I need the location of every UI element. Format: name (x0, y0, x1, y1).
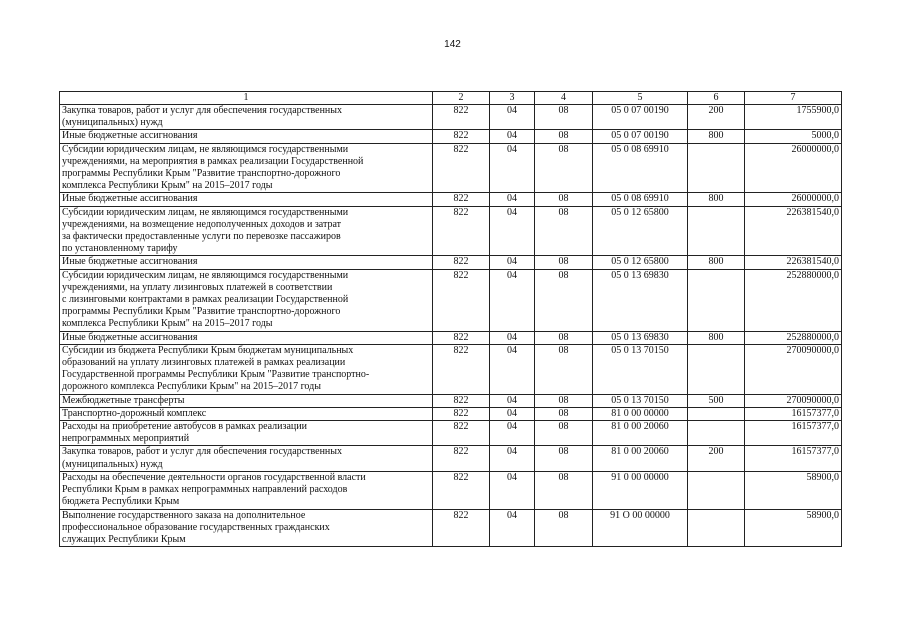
table-row (60, 421, 842, 446)
subsection-code: 08 (535, 394, 593, 407)
amount: 26000000,0 (745, 193, 842, 206)
description-line: учреждениями, на уплату лизинговых платежей в соответствии (62, 281, 333, 293)
row-description (60, 421, 433, 446)
column-header: 3 (490, 92, 535, 105)
table-row (60, 407, 842, 420)
target-article-code: 05 0 13 70150 (593, 344, 688, 394)
table-row (60, 130, 842, 143)
subsection-code: 08 (535, 130, 593, 143)
target-article-code: 91 0 00 00000 (593, 471, 688, 509)
amount: 270090000,0 (745, 394, 842, 407)
description-line: Иные бюджетные ассигнования (62, 256, 198, 268)
ministry-code: 822 (433, 394, 490, 407)
target-article-code: 05 0 12 65800 (593, 256, 688, 269)
ministry-code: 822 (433, 193, 490, 206)
section-code: 04 (490, 509, 535, 547)
description-line: Расходы на приобретение автобусов в рамках реализации (62, 421, 307, 433)
description-line: Субсидии юридическим лицам, не являющимся государственными (62, 206, 349, 218)
target-article-code: 81 0 00 20060 (593, 446, 688, 471)
row-description (60, 471, 433, 509)
description-line: с лизинговыми контрактами в рамках реализации Государственной (62, 294, 349, 306)
row-description (60, 344, 433, 394)
target-article-code: 91 О 00 00000 (593, 509, 688, 547)
section-code: 04 (490, 331, 535, 344)
description-line: Республики Крым в рамках непрограммных направлений расходов (62, 484, 348, 496)
expense-type-code (688, 143, 745, 193)
description-line: бюджета Республики Крым (62, 496, 180, 508)
description-line: Иные бюджетные ассигнования (62, 331, 198, 343)
amount: 26000000,0 (745, 143, 842, 193)
description-line: за фактически предоставленные услуги по перевозке пассажиров (62, 231, 341, 243)
expense-type-code (688, 421, 745, 446)
description-line: Закупка товаров, работ и услуг для обеспечения государственных (62, 105, 343, 116)
ministry-code: 822 (433, 331, 490, 344)
ministry-code: 822 (433, 471, 490, 509)
table-row (60, 269, 842, 331)
subsection-code: 08 (535, 331, 593, 344)
description-line: образований на уплату лизинговых платежей в рамках реализации (62, 357, 346, 369)
column-header: 6 (688, 92, 745, 105)
description-line: служащих Республики Крым (62, 533, 186, 545)
description-line: Межбюджетные трансферты (62, 394, 185, 406)
row-description (60, 256, 433, 269)
description-line: Расходы на обеспечение деятельности органов государственной власти (62, 471, 366, 483)
table-row (60, 446, 842, 471)
description-line: дорожного комплекса Республики Крым" на 2015–2017 годы (62, 381, 321, 393)
section-code: 04 (490, 421, 535, 446)
subsection-code: 08 (535, 143, 593, 193)
target-article-code: 05 0 12 65800 (593, 206, 688, 256)
table-row (60, 105, 842, 130)
amount: 58900,0 (745, 509, 842, 547)
amount: 226381540,0 (745, 256, 842, 269)
description-line: Иные бюджетные ассигнования (62, 193, 198, 205)
expense-type-code (688, 344, 745, 394)
section-code: 04 (490, 130, 535, 143)
row-description (60, 394, 433, 407)
ministry-code: 822 (433, 206, 490, 256)
expense-type-code: 200 (688, 105, 745, 130)
amount: 252880000,0 (745, 269, 842, 331)
expense-type-code: 800 (688, 130, 745, 143)
amount: 1755900,0 (745, 105, 842, 130)
subsection-code: 08 (535, 206, 593, 256)
section-code: 04 (490, 269, 535, 331)
expense-type-code: 200 (688, 446, 745, 471)
description-line: Выполнение государственного заказа на дополнительное (62, 509, 306, 521)
amount: 58900,0 (745, 471, 842, 509)
table-row (60, 471, 842, 509)
expense-type-code: 800 (688, 331, 745, 344)
table-row (60, 394, 842, 407)
description-line: комплекса Республики Крым" на 2015–2017 годы (62, 318, 273, 330)
section-code: 04 (490, 206, 535, 256)
expense-type-code (688, 471, 745, 509)
section-code: 04 (490, 407, 535, 420)
description-line: непрограммных мероприятий (62, 433, 190, 445)
amount: 16157377,0 (745, 421, 842, 446)
ministry-code: 822 (433, 105, 490, 130)
page-number: 142 (444, 39, 461, 50)
subsection-code: 08 (535, 105, 593, 130)
description-line: Государственной программы Республики Крым "Развитие транспортно- (62, 369, 370, 381)
target-article-code: 81 0 00 20060 (593, 421, 688, 446)
subsection-code: 08 (535, 407, 593, 420)
table-body (60, 105, 842, 547)
amount: 252880000,0 (745, 331, 842, 344)
ministry-code: 822 (433, 143, 490, 193)
amount: 5000,0 (745, 130, 842, 143)
ministry-code: 822 (433, 130, 490, 143)
description-line: Закупка товаров, работ и услуг для обеспечения государственных (62, 446, 343, 458)
description-line: Иные бюджетные ассигнования (62, 130, 198, 142)
section-code: 04 (490, 471, 535, 509)
expense-type-code (688, 407, 745, 420)
description-line: по установленному тарифу (62, 243, 178, 255)
expense-type-code: 800 (688, 256, 745, 269)
row-description (60, 206, 433, 256)
description-line: учреждениями, на мероприятия в рамках реализации Государственной (62, 155, 364, 167)
subsection-code: 08 (535, 344, 593, 394)
row-description (60, 193, 433, 206)
target-article-code: 81 0 00 00000 (593, 407, 688, 420)
description-line: программы Республики Крым "Развитие транспортно-дорожного (62, 168, 341, 180)
expense-type-code (688, 509, 745, 547)
column-header: 4 (535, 92, 593, 105)
ministry-code: 822 (433, 269, 490, 331)
target-article-code: 05 0 07 00190 (593, 105, 688, 130)
subsection-code: 08 (535, 269, 593, 331)
row-description (60, 105, 433, 130)
description-line: Субсидии из бюджета Республики Крым бюджетам муниципальных (62, 344, 354, 356)
row-description (60, 331, 433, 344)
description-line: (муниципальных) нужд (62, 458, 163, 470)
table-header-row (60, 92, 842, 105)
amount: 270090000,0 (745, 344, 842, 394)
row-description (60, 269, 433, 331)
target-article-code: 05 0 13 69830 (593, 331, 688, 344)
description-line: (муниципальных) нужд (62, 117, 163, 129)
subsection-code: 08 (535, 446, 593, 471)
expense-type-code: 500 (688, 394, 745, 407)
section-code: 04 (490, 143, 535, 193)
section-code: 04 (490, 256, 535, 269)
amount: 226381540,0 (745, 206, 842, 256)
amount: 16157377,0 (745, 407, 842, 420)
amount: 16157377,0 (745, 446, 842, 471)
target-article-code: 05 0 08 69910 (593, 143, 688, 193)
ministry-code: 822 (433, 446, 490, 471)
expense-type-code: 800 (688, 193, 745, 206)
row-description (60, 130, 433, 143)
subsection-code: 08 (535, 256, 593, 269)
target-article-code: 05 0 08 69910 (593, 193, 688, 206)
table-row (60, 331, 842, 344)
row-description (60, 407, 433, 420)
column-header: 1 (60, 92, 433, 105)
row-description (60, 509, 433, 547)
section-code: 04 (490, 193, 535, 206)
table-row (60, 206, 842, 256)
target-article-code: 05 0 13 69830 (593, 269, 688, 331)
row-description (60, 143, 433, 193)
subsection-code: 08 (535, 509, 593, 547)
section-code: 04 (490, 344, 535, 394)
section-code: 04 (490, 105, 535, 130)
subsection-code: 08 (535, 421, 593, 446)
description-line: Субсидии юридическим лицам, не являющимся государственными (62, 143, 349, 155)
table-row (60, 193, 842, 206)
description-line: профессиональное образование государственных гражданских (62, 521, 330, 533)
table-row (60, 344, 842, 394)
table-row (60, 143, 842, 193)
table-row (60, 509, 842, 547)
subsection-code: 08 (535, 193, 593, 206)
budget-table (59, 91, 842, 547)
ministry-code: 822 (433, 509, 490, 547)
column-header: 2 (433, 92, 490, 105)
section-code: 04 (490, 446, 535, 471)
expense-type-code (688, 269, 745, 331)
description-line: Субсидии юридическим лицам, не являющимся государственными (62, 269, 349, 281)
target-article-code: 05 0 07 00190 (593, 130, 688, 143)
description-line: Транспортно-дорожный комплекс (62, 407, 207, 419)
row-description (60, 446, 433, 471)
description-line: учреждениями, на возмещение недополученных доходов и затрат (62, 218, 342, 230)
target-article-code: 05 0 13 70150 (593, 394, 688, 407)
column-header: 5 (593, 92, 688, 105)
ministry-code: 822 (433, 421, 490, 446)
description-line: программы Республики Крым "Развитие транспортно-дорожного (62, 306, 341, 318)
ministry-code: 822 (433, 407, 490, 420)
ministry-code: 822 (433, 256, 490, 269)
section-code: 04 (490, 394, 535, 407)
subsection-code: 08 (535, 471, 593, 509)
table-row (60, 256, 842, 269)
expense-type-code (688, 206, 745, 256)
column-header: 7 (745, 92, 842, 105)
ministry-code: 822 (433, 344, 490, 394)
description-line: комплекса Республики Крым" на 2015–2017 годы (62, 180, 273, 192)
